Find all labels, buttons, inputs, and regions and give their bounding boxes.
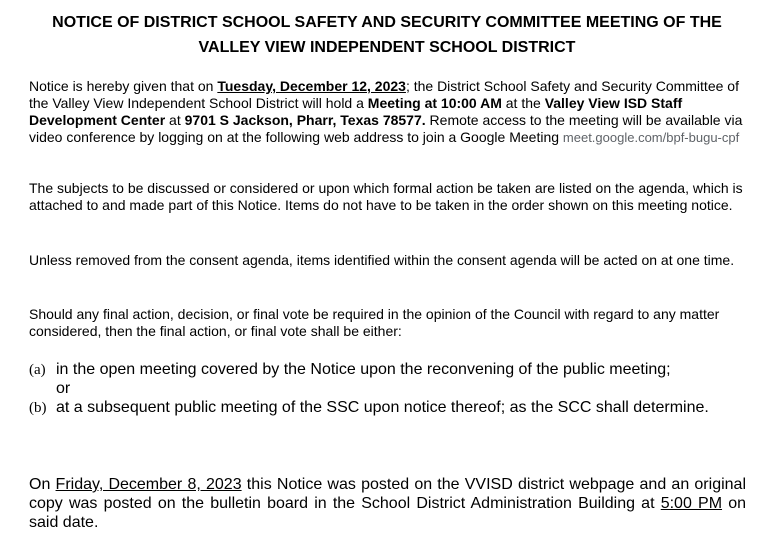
meeting-venue: Valley View ISD Staff Development Center bbox=[29, 95, 683, 128]
posting-prefix: On bbox=[29, 476, 56, 493]
notice-title-line-1: NOTICE OF DISTRICT SCHOOL SAFETY AND SECURITY COMMITTEE MEETING OF THE bbox=[52, 14, 722, 31]
posting-date: Friday, December 8, 2023 bbox=[55, 476, 242, 493]
option-a-marker: (a) bbox=[29, 362, 46, 378]
option-b bbox=[29, 398, 749, 417]
meeting-address: 9701 S Jackson, Pharr, Texas 78577. bbox=[184, 112, 426, 128]
subjects-paragraph: The subjects to be discussed or considered or upon which formal action be taken are listed on the agenda, which is attached to and made part of this Notice. Items do not have to be taken in the order shown on this meeting notice. bbox=[29, 180, 743, 213]
intro-text-2: ; the District School Safety and Security Committee of the Valley View Independent School District will hold a bbox=[29, 78, 739, 111]
intro-text: Notice is hereby given that on bbox=[29, 78, 218, 94]
intro-text-3: at the bbox=[501, 95, 545, 111]
option-a bbox=[29, 360, 749, 398]
final-action-paragraph: Should any final action, decision, or final vote be required in the opinion of the Council with regard to any matter considered, then the final action, or final vote shall be either: bbox=[29, 306, 720, 339]
google-meet-link[interactable]: meet.google.com/bpf-bugu-cpf bbox=[562, 130, 740, 145]
option-b-text: at a subsequent public meeting of the SSC upon notice thereof; as the SCC shall determine. bbox=[56, 399, 709, 416]
notice-paragraph bbox=[29, 78, 749, 146]
remote-access-text: Remote access to the meeting will be available via video conference by logging on at the following web address to join a Google Meeting bbox=[29, 112, 743, 145]
option-b-marker: (b) bbox=[29, 400, 47, 416]
consent-paragraph: Unless removed from the consent agenda, items identified within the consent agenda will be acted on at one time. bbox=[29, 252, 735, 268]
option-a-text: in the open meeting covered by the Notice upon the reconvening of the public meeting; bbox=[56, 361, 671, 378]
option-a-continuation: or bbox=[56, 380, 71, 397]
meeting-time: Meeting at 10:00 AM bbox=[367, 95, 502, 111]
posting-time: 5:00 PM bbox=[660, 495, 723, 512]
meeting-date: Tuesday, December 12, 2023 bbox=[217, 78, 406, 94]
notice-title-line-2: VALLEY VIEW INDEPENDENT SCHOOL DISTRICT bbox=[198, 39, 576, 56]
intro-text-4: at bbox=[165, 112, 185, 128]
posting-paragraph bbox=[29, 475, 746, 532]
posting-suffix: on said date. bbox=[29, 495, 747, 531]
posting-middle: this Notice was posted on the VVISD district webpage and an original copy was posted on the bulletin board in the School District Administration Building at bbox=[29, 476, 746, 512]
